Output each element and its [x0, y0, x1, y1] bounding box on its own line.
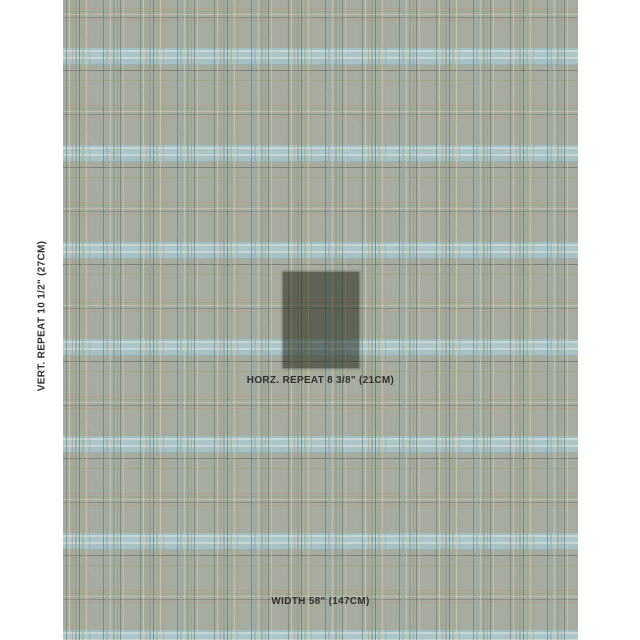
width-label: WIDTH 58" (147CM) — [271, 596, 370, 607]
horizontal-repeat-label: HORZ. REPEAT 8 3/8" (21CM) — [246, 375, 395, 386]
vertical-repeat-label: VERT. REPEAT 10 1/2" (27CM) — [36, 240, 48, 392]
pattern-repeat-highlight — [283, 272, 359, 368]
fabric-swatch — [63, 0, 578, 640]
